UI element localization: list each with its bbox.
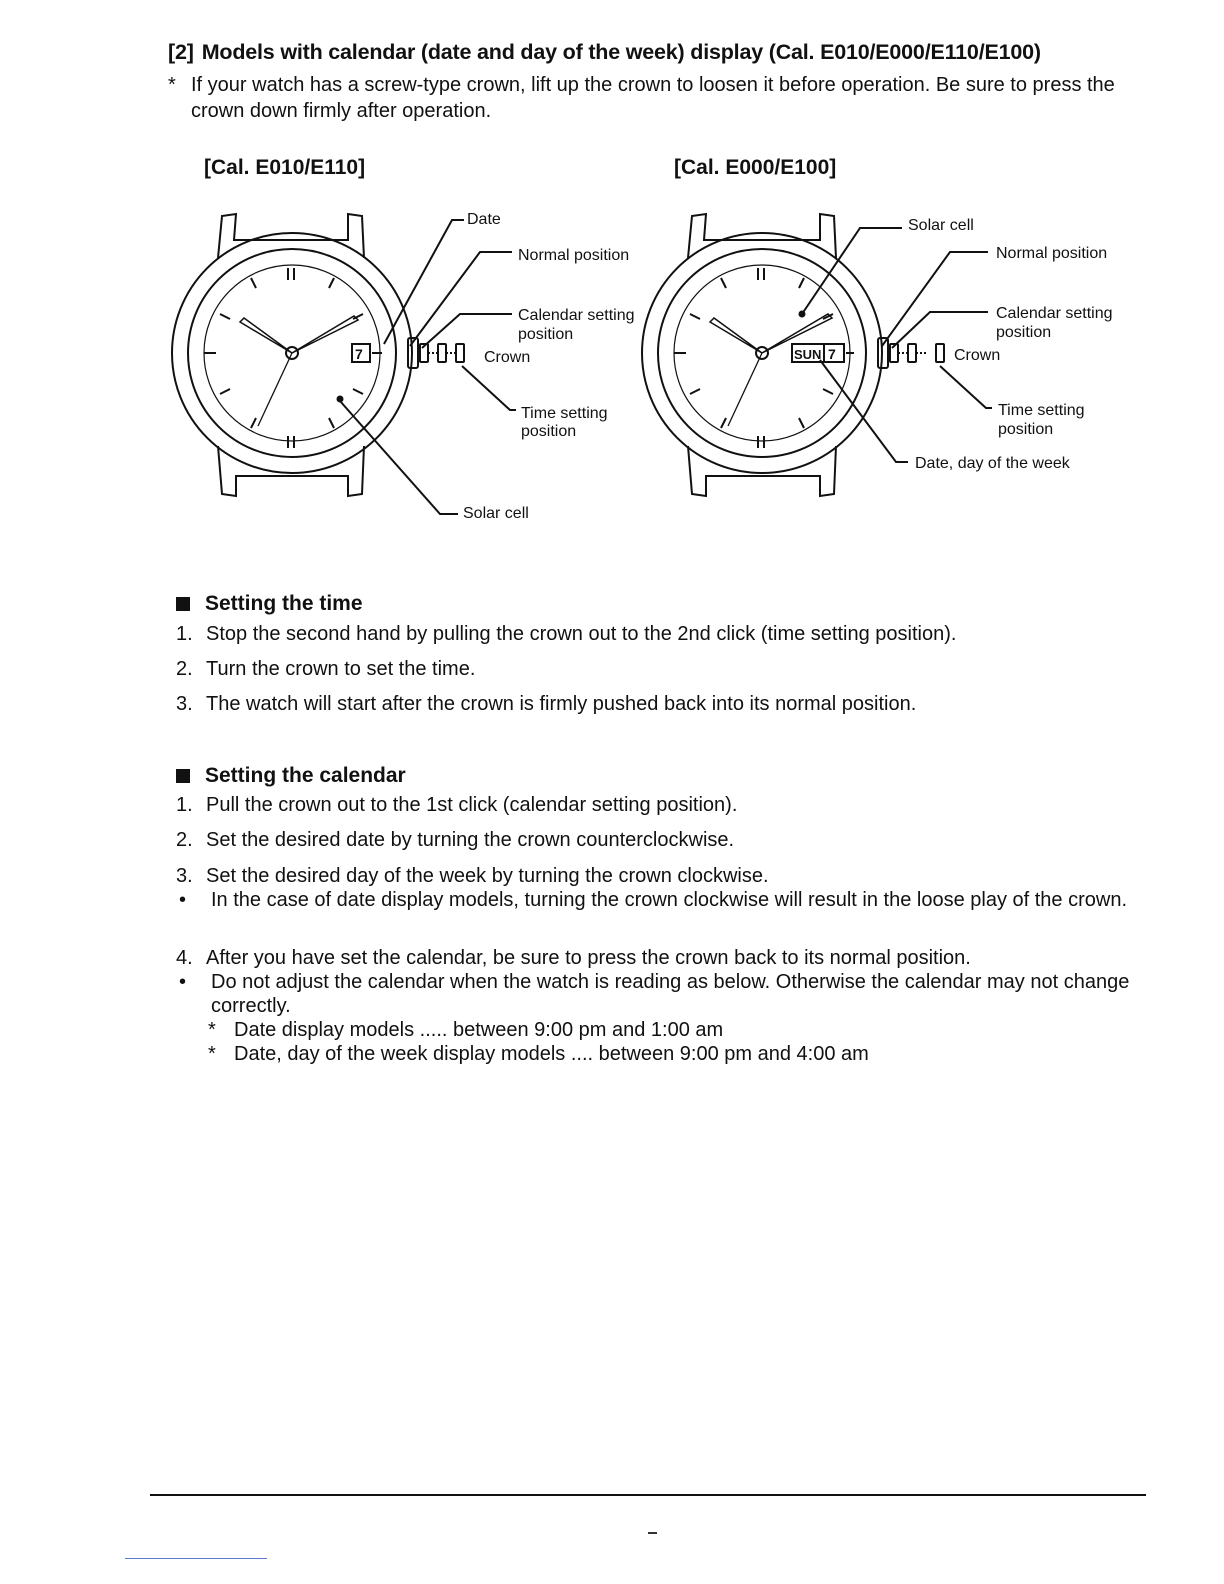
setting-calendar-title [176,764,406,788]
right-label-calendar-position: position [996,324,1052,341]
step-text: Stop the second hand by pulling the crown out to the 2nd click (time setting position). [206,623,957,645]
blue-underline [125,1558,267,1559]
left-label-solar-cell: Solar cell [463,505,529,522]
step-number: 2. [176,658,193,680]
time-step-2 [176,657,1136,681]
step-number: 1. [176,794,193,816]
right-label-time-position: position [998,421,1054,438]
step-number: 4. [176,947,193,969]
left-label-time-position: position [521,423,577,440]
bullet-text: Do not adjust the calendar when the watch is reading as below. Otherwise the calendar may not change correctly. [211,971,1130,1017]
calendar-step-1 [176,793,1136,817]
calendar-sub-2 [208,1042,869,1066]
step-number: 2. [176,829,193,851]
step-text: Set the desired day of the week by turning the crown clockwise. [206,865,769,887]
sub-asterisk: * [208,1019,216,1041]
right-date-window: 7 [828,346,836,362]
bullet-text: In the case of date display models, turning the crown clockwise will result in the loose play of the crown. [211,889,1128,911]
step-text: Turn the crown to set the time. [206,658,476,680]
square-bullet-icon [176,597,190,611]
section-title: Models with calendar (date and day of the week) display (Cal. E010/E000/E110/E100) [201,40,1041,64]
bullet-dot: • [179,889,187,911]
right-label-calendar-setting: Calendar setting [996,305,1113,322]
setting-calendar-title-text: Setting the calendar [205,764,406,787]
square-bullet-icon [176,769,190,783]
page-dash [648,1532,657,1534]
calendar-step-3 [176,864,1136,888]
calendar-sub-1 [208,1018,723,1042]
sub-text: Date display models ..... between 9:00 pm and 1:00 am [234,1019,724,1041]
left-label-time-setting: Time setting [521,405,608,422]
calendar-step-2 [176,828,1136,852]
step-text: The watch will start after the crown is firmly pushed back into its normal position. [206,693,917,715]
step-text: After you have set the calendar, be sure to press the crown back to its normal position. [206,947,971,969]
left-label-normal-position: Normal position [518,247,630,264]
right-label-solar-cell: Solar cell [908,217,974,234]
calendar-bullet-2 [176,970,1136,1018]
right-label-crown: Crown [954,347,1001,364]
left-label-crown: Crown [484,349,531,366]
left-label-calendar-position: position [518,326,574,343]
caption-right-calibre: [Cal. E000/E100] [674,156,837,179]
caption-left-calibre: [Cal. E010/E110] [204,156,366,179]
footer-rule [150,1494,1146,1496]
left-date-window: 7 [355,346,363,362]
watch-diagrams [160,196,1160,536]
note-text: If your watch has a screw-type crown, lift up the crown to loosen it before operation. Be sure to press the crown down firmly after operation. [191,74,1115,122]
step-number: 3. [176,693,193,715]
left-label-calendar-setting: Calendar setting [518,307,635,324]
setting-time-title [176,592,363,616]
step-text: Set the desired date by turning the crown counterclockwise. [206,829,735,851]
calendar-bullet-1 [176,888,1136,912]
left-label-date: Date [467,211,501,228]
step-number: 1. [176,623,193,645]
bullet-dot: • [179,971,187,993]
step-number: 3. [176,865,193,887]
section-heading [168,40,1041,65]
time-step-1 [176,622,1136,646]
right-label-time-setting: Time setting [998,402,1085,419]
screw-crown-note [168,72,1128,124]
right-label-normal-position: Normal position [996,245,1108,262]
time-step-3 [176,692,1136,716]
right-day-window: SUN [794,347,822,362]
note-asterisk: * [168,74,176,96]
step-text: Pull the crown out to the 1st click (calendar setting position). [206,794,738,816]
right-label-date-day: Date, day of the week [915,455,1070,472]
calendar-step-4 [176,946,1136,970]
sub-asterisk: * [208,1043,216,1065]
sub-text: Date, day of the week display models .... between 9:00 pm and 4:00 am [234,1043,869,1065]
left-watch-illustration [172,214,516,514]
setting-time-title-text: Setting the time [205,592,363,615]
section-number: [2] [168,40,194,64]
